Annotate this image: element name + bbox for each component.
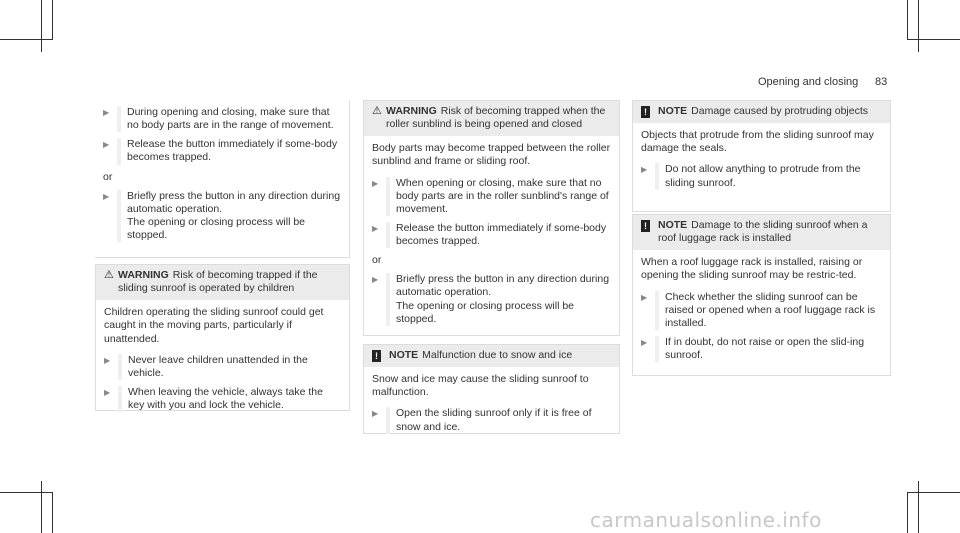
warning-keyword: WARNING	[386, 105, 437, 117]
note-header	[633, 101, 890, 123]
crop-mark	[907, 492, 908, 533]
step-arrow-icon: ▶	[372, 178, 379, 188]
watermark[interactable]: carmanualsonline.info	[590, 508, 822, 532]
warning-title: Risk of becoming trapped when the roller sunblind is being opened and closed	[386, 105, 606, 131]
step-item: ▶ Open the sliding sunroof only if it is free of snow and ice.	[372, 407, 611, 433]
crop-mark	[907, 0, 908, 40]
step-arrow-icon: ▶	[372, 223, 379, 233]
note-intro: When a roof luggage rack is installed, raising or opening the sliding sunroof may be restric-ted.	[641, 256, 863, 282]
note-exclamation-icon: !	[641, 220, 650, 232]
note-intro: Objects that protrude from the sliding sunroof may damage the seals.	[641, 129, 874, 155]
note-intro: Snow and ice may cause the sliding sunroof to malfunction.	[372, 373, 589, 399]
warning-header	[96, 265, 349, 300]
step-item: ▶ When leaving the vehicle, always take the key with you and lock the vehicle.	[104, 386, 341, 412]
step-arrow-icon: ▶	[104, 387, 111, 397]
step-arrow-icon: ▶	[103, 191, 110, 201]
note-header	[364, 345, 619, 367]
step-arrow-icon: ▶	[372, 275, 379, 285]
warning-triangle-icon: ⚠	[104, 269, 114, 281]
step-arrow-icon: ▶	[103, 140, 110, 150]
step-item: ▶ Do not allow anything to protrude from the sliding sunroof.	[641, 163, 882, 189]
note-keyword: NOTE	[658, 219, 688, 231]
crop-mark	[0, 39, 53, 40]
step-arrow-icon: ▶	[641, 165, 648, 175]
note-keyword: NOTE	[389, 349, 419, 361]
step-arrow-icon: ▶	[641, 337, 648, 347]
step-arrow-icon: ▶	[641, 292, 648, 302]
crop-mark	[52, 492, 53, 533]
warning-intro: Body parts may become trapped between the roller sunblind and frame or sliding roof.	[372, 142, 611, 168]
note-exclamation-icon: !	[372, 350, 381, 362]
warning-box-sunblind	[363, 100, 620, 336]
crop-mark	[918, 0, 919, 52]
warning-box-children	[95, 264, 350, 411]
warning-triangle-icon: ⚠	[372, 105, 382, 117]
step-arrow-icon: ▶	[104, 355, 111, 365]
note-keyword: NOTE	[658, 105, 688, 117]
note-exclamation-icon: !	[641, 106, 650, 118]
crop-mark	[0, 492, 53, 493]
note-box-protruding	[632, 100, 891, 212]
note-header	[633, 215, 890, 250]
or-text: or	[103, 170, 113, 183]
running-header-title: Opening and closing	[758, 76, 859, 88]
step-arrow-icon: ▶	[372, 409, 379, 419]
col1-instructions	[95, 100, 350, 258]
step-item: ▶ Never leave children unattended in the vehicle.	[104, 354, 341, 380]
step-item: ▶ If in doubt, do not raise or open the slid-ing sunroof.	[641, 336, 882, 362]
step-arrow-icon: ▶	[103, 108, 110, 117]
step-item: ▶ During opening and closing, make sure that no body parts are in the range of movement.	[103, 106, 341, 132]
step-item: ▶ When opening or closing, make sure that no body parts are in the roller sunblind's range of movement.	[372, 177, 611, 216]
step-item: ▶ Check whether the sliding sunroof can be raised or opened when a roof luggage rack is installed.	[641, 291, 882, 330]
crop-mark	[41, 0, 42, 52]
page-number: 83	[875, 76, 888, 88]
crop-mark	[918, 481, 919, 533]
warning-intro: Children operating the sliding sunroof could get caught in the moving parts, particularly if unattended.	[104, 306, 324, 345]
warning-keyword: WARNING	[118, 269, 169, 281]
step-item: ▶ Release the button immediately if some-body becomes trapped.	[103, 138, 341, 164]
crop-mark	[41, 481, 42, 533]
or-text: or	[372, 254, 382, 267]
warning-header	[364, 101, 619, 136]
crop-mark	[907, 492, 960, 493]
note-title: Damage to the sliding sunroof when a roof luggage rack is installed	[658, 219, 868, 245]
note-title: Damage caused by protruding objects	[691, 105, 869, 117]
step-item: ▶ Briefly press the button in any direction during automatic operation. The opening or closing process will be stopped.	[372, 273, 610, 325]
crop-mark	[907, 39, 960, 40]
note-box-snow	[363, 344, 620, 434]
crop-mark	[52, 0, 53, 40]
step-item: ▶ Release the button immediately if some-body becomes trapped.	[372, 222, 611, 248]
step-item: ▶ Briefly press the button in any direction during automatic operation. The opening or closing process will be stopped.	[103, 189, 341, 241]
note-box-luggage-rack	[632, 214, 891, 376]
note-title: Malfunction due to snow and ice	[422, 349, 573, 361]
warning-title: Risk of becoming trapped if the sliding sunroof is operated by children	[118, 269, 318, 295]
